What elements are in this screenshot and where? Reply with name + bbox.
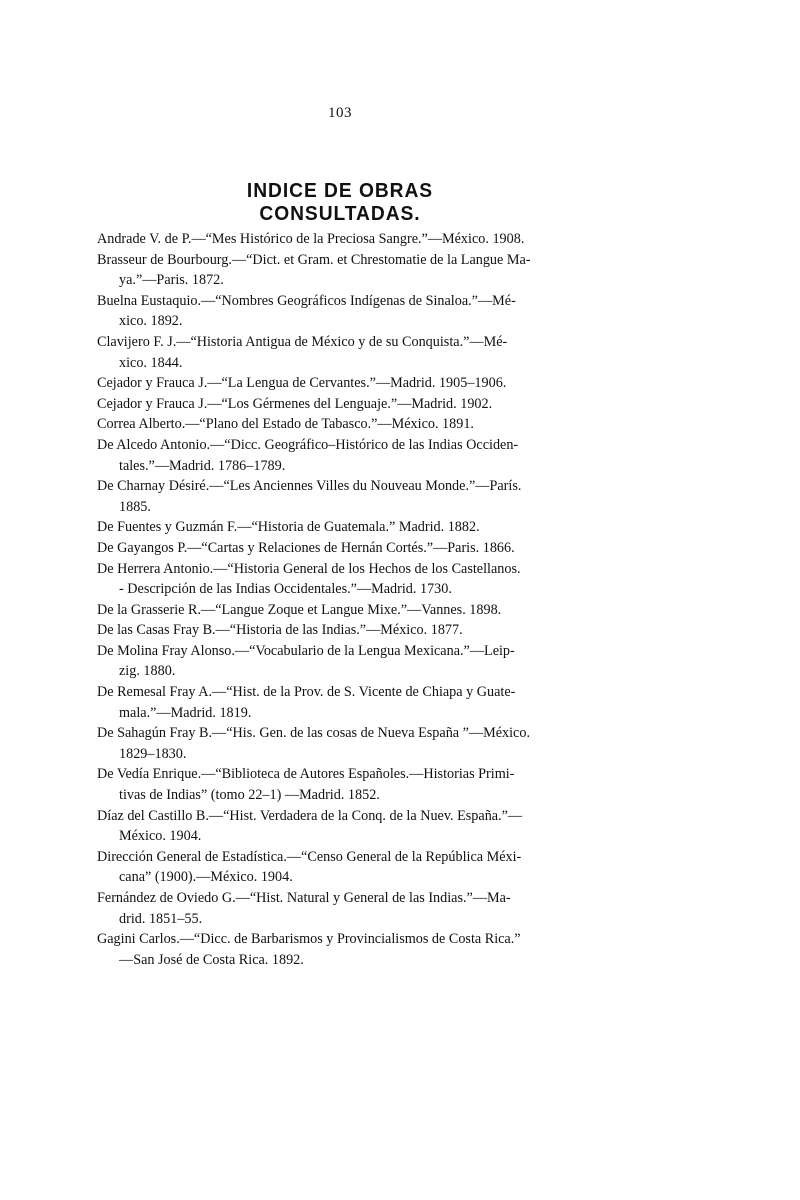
entry-line: Dirección General de Estadística.—“Censo General de la República Méxi- <box>97 848 522 865</box>
entry-continuation-line: —San José de Costa Rica. 1892. <box>119 951 304 968</box>
bibliography-entry <box>97 435 589 476</box>
entry-line: Andrade V. de P.—“Mes Histórico de la Preciosa Sangre.”—México. 1908. <box>97 231 525 247</box>
entry-line: Buelna Eustaquio.—“Nombres Geográficos Indígenas de Sinaloa.”—Mé- <box>97 292 516 309</box>
bibliography-entry <box>97 620 589 641</box>
bibliography-entry <box>97 394 589 415</box>
bibliography-entry <box>97 229 589 250</box>
entry-line: Correa Alberto.—“Plano del Estado de Tabasco.”—México. 1891. <box>97 416 474 433</box>
bibliography-entry <box>97 806 589 847</box>
entry-line: Brasseur de Bourbourg.—“Dict. et Gram. et Chrestomatie de la Langue Ma- <box>97 251 531 268</box>
entry-line: De Sahagún Fray B.—“His. Gen. de las cosas de Nueva España ”—México. <box>97 725 530 742</box>
bibliography-entry <box>97 538 589 559</box>
bibliography-list <box>97 229 589 970</box>
bibliography-entry <box>97 847 589 888</box>
entry-line: De Fuentes y Guzmán F.—“Historia de Guatemala.” Madrid. 1882. <box>97 519 480 536</box>
entry-line: De Remesal Fray A.—“Hist. de la Prov. de S. Vicente de Chiapa y Guate- <box>97 684 516 701</box>
entry-continuation-line: tivas de Indias” (tomo 22–1) —Madrid. 1852. <box>119 787 380 804</box>
bibliography-entry <box>97 641 589 682</box>
bibliography-entry <box>97 476 589 517</box>
entry-line: De Herrera Antonio.—“Historia General de los Hechos de los Castellanos. <box>97 560 521 577</box>
bibliography-entry <box>97 291 589 332</box>
entry-line: Cejador y Frauca J.—“La Lengua de Cervantes.”—Madrid. 1905–1906. <box>97 375 507 392</box>
entry-continuation-line: 1829–1830. <box>119 745 187 762</box>
entry-line: De Gayangos P.—“Cartas y Relaciones de Hernán Cortés.”—Paris. 1866. <box>97 539 515 556</box>
entry-continuation-line: zig. 1880. <box>119 663 176 680</box>
bibliography-entry <box>97 764 589 805</box>
entry-continuation-line: 1885. <box>119 498 151 515</box>
entry-continuation-line: México. 1904. <box>119 828 202 845</box>
entry-line: Cejador y Frauca J.—“Los Gérmenes del Lenguaje.”—Madrid. 1902. <box>97 395 493 412</box>
entry-continuation-line: drid. 1851–55. <box>119 910 203 927</box>
entry-line: Clavijero F. J.—“Historia Antigua de México y de su Conquista.”—Mé- <box>97 333 508 350</box>
entry-continuation-line: ya.”—Paris. 1872. <box>119 272 224 289</box>
bibliography-entry <box>97 559 589 600</box>
page-number: 103 <box>328 105 352 121</box>
entry-continuation-line: - Descripción de las Indias Occidentales.”—Madrid. 1730. <box>119 581 452 598</box>
bibliography-entry <box>97 723 589 764</box>
bibliography-entry <box>97 373 589 394</box>
entry-line: De Molina Fray Alonso.—“Vocabulario de la Lengua Mexicana.”—Leip- <box>97 642 515 659</box>
page-title: INDICE DE OBRAS CONSULTADAS. <box>246 180 434 225</box>
entry-continuation-line: mala.”—Madrid. 1819. <box>119 704 252 721</box>
bibliography-entry <box>97 517 589 538</box>
bibliography-entry <box>97 600 589 621</box>
entry-line: De Alcedo Antonio.—“Dicc. Geográfico–Histórico de las Indias Occiden- <box>97 436 519 453</box>
bibliography-entry <box>97 414 589 435</box>
entry-line: Fernández de Oviedo G.—“Hist. Natural y General de las Indias.”—Ma- <box>97 890 511 906</box>
entry-continuation-line: cana” (1900).—México. 1904. <box>119 869 293 886</box>
bibliography-entry <box>97 332 589 373</box>
bibliography-entry <box>97 250 589 291</box>
bibliography-entry <box>97 888 589 929</box>
bibliography-entry <box>97 929 589 970</box>
entry-line: De la Grasserie R.—“Langue Zoque et Langue Mixe.”—Vannes. 1898. <box>97 601 502 618</box>
entry-line: De Charnay Désiré.—“Les Anciennes Villes du Nouveau Monde.”—París. <box>97 478 522 495</box>
entry-continuation-line: xico. 1892. <box>119 313 183 330</box>
entry-line: De Vedía Enrique.—“Biblioteca de Autores Españoles.—Historias Primi- <box>97 766 515 783</box>
entry-line: Díaz del Castillo B.—“Hist. Verdadera de la Conq. de la Nuev. España.”— <box>97 807 523 824</box>
entry-line: Gagini Carlos.—“Dicc. de Barbarismos y Provincialismos de Costa Rica.” <box>97 931 521 948</box>
entry-continuation-line: tales.”—Madrid. 1786–1789. <box>119 457 286 474</box>
entry-continuation-line: xico. 1844. <box>119 354 183 371</box>
entry-line: De las Casas Fray B.—“Historia de las Indias.”—México. 1877. <box>97 622 463 639</box>
bibliography-entry <box>97 682 589 723</box>
